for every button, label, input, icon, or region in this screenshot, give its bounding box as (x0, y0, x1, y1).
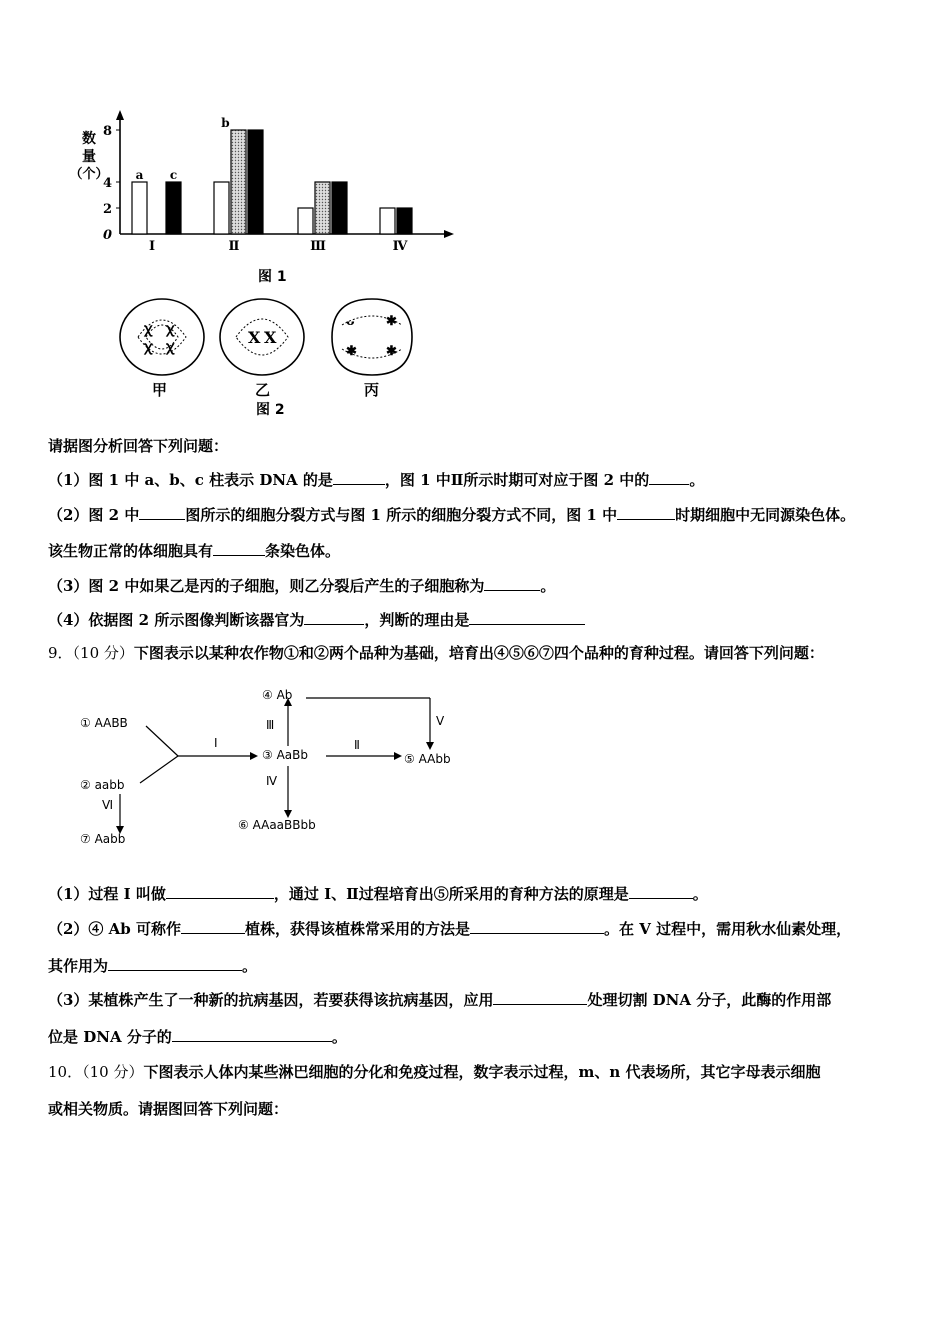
q9-number: 9．（10 分） (48, 644, 134, 662)
node-2: ② aabb (80, 778, 125, 792)
q9-p1-c: 。 (692, 885, 708, 903)
cell-bing (332, 299, 412, 375)
q9-breeding-diagram (70, 680, 490, 855)
bar-c-4 (397, 208, 412, 234)
cell-label-yi: 乙 (255, 381, 271, 399)
y-label-line-1: 数 (82, 131, 96, 147)
q8-p4-b: ，判断的理由是 (364, 611, 470, 629)
bar-c-2 (248, 130, 263, 234)
bar-b-2 (231, 130, 246, 234)
bar-c-3 (332, 182, 347, 234)
node-1: ① AABB (80, 716, 128, 730)
q10-stem-cont: 或相关物质。请据图回答下列问题： (48, 1100, 289, 1118)
step-IV: Ⅳ (266, 774, 278, 788)
svg-text:✱: ✱ (386, 314, 397, 329)
answer-blank[interactable] (139, 505, 185, 520)
answer-blank[interactable] (617, 505, 675, 520)
y-label-line-2: 量 (82, 149, 96, 165)
x-tick-label: Ⅲ (310, 239, 326, 254)
q9-stem-text: 下图表示以某种农作物①和②两个品种为基础，培育出④⑤⑥⑦四个品种的育种过程。请回答下列问题： (133, 644, 824, 662)
q8-p4-a: （4）依据图 2 所示图像判断该器官为 (48, 611, 305, 629)
q9-part-2-cont (48, 956, 257, 976)
q9-part-1 (48, 884, 708, 904)
answer-blank[interactable] (108, 956, 242, 971)
q9-p2-d: 其作用为 (48, 957, 109, 975)
node-5: ⑤ AAbb (404, 752, 451, 766)
svg-text:X: X (248, 328, 261, 347)
svg-text:ꭓ: ꭓ (166, 321, 174, 337)
q9-p2-a: （2）④ Ab 可称作 (48, 920, 182, 938)
q9-p3-d: 。 (331, 1028, 347, 1046)
q9-p2-e: 。 (242, 957, 258, 975)
node-6: ⑥ AAaaBBbb (238, 818, 316, 832)
answer-blank[interactable] (333, 470, 385, 485)
q8-p2-a: （2）图 2 中 (48, 506, 140, 524)
bar-letter-b: b (221, 116, 230, 130)
bar-a-1 (132, 182, 147, 234)
y-tick-label: 8 (102, 124, 112, 139)
q8-part-2 (48, 505, 855, 525)
q9-p1-b: ，通过 I、Ⅱ过程培育出⑤所采用的育种方法的原理是 (273, 885, 629, 903)
node-4: ④ Ab (262, 688, 293, 702)
svg-text:ꭓ: ꭓ (166, 339, 174, 355)
step-VI: Ⅵ (102, 798, 114, 812)
svg-text:ꭓ: ꭓ (144, 321, 152, 337)
q8-p2-c: 时期细胞中无同源染色体。 (675, 506, 856, 524)
figure-1-chart (60, 108, 460, 258)
node-3: ③ AaBb (262, 748, 308, 762)
bar-a-4 (380, 208, 395, 234)
y-axis-label (66, 130, 112, 184)
bar-a-2 (214, 182, 229, 234)
figure-2 (110, 295, 420, 420)
y-tick-label: 2 (102, 202, 112, 217)
q8-part-2-cont (48, 541, 340, 561)
answer-blank[interactable] (484, 576, 540, 591)
cell-label-bing: 丙 (364, 381, 380, 399)
bar-b-3 (315, 182, 330, 234)
answer-blank[interactable] (470, 919, 604, 934)
q10-stem-text: 下图表示人体内某些淋巴细胞的分化和免疫过程，数字表示过程，m、n 代表场所，其它字母表示细胞 (143, 1063, 821, 1081)
step-V: Ⅴ (436, 714, 445, 728)
q8-p3-a: （3）图 2 中如果乙是丙的子细胞，则乙分裂后产生的子细胞称为 (48, 577, 485, 595)
cell-label-jia: 甲 (152, 381, 168, 399)
q8-p3-b: 。 (540, 577, 556, 595)
q9-part-3 (48, 990, 831, 1010)
q8-p2-b: 图所示的细胞分裂方式与图 1 所示的细胞分裂方式不同，图 1 中 (185, 506, 618, 524)
y-axis-arrow (116, 110, 124, 120)
q8-p1-c: 。 (689, 471, 705, 489)
q8-p2-e: 条染色体。 (265, 542, 341, 560)
q8-part-4 (48, 610, 585, 630)
figure-2-caption: 图 2 (256, 402, 285, 418)
q8-part-1 (48, 470, 704, 490)
q9-p3-c: 位是 DNA 分子的 (48, 1028, 172, 1046)
figure-2-cells (110, 295, 420, 385)
step-II: Ⅱ (354, 738, 360, 752)
answer-blank[interactable] (172, 1027, 332, 1042)
figure-1-caption: 图 1 (258, 269, 287, 285)
cell-yi (220, 299, 304, 375)
q9-part-2 (48, 919, 851, 939)
y-label-line-3: （个） (69, 167, 109, 182)
y-tick-label: 4 (102, 176, 112, 191)
answer-blank[interactable] (649, 470, 689, 485)
figure-1 (60, 108, 460, 288)
bar-letter-c: c (169, 168, 178, 182)
step-I: Ⅰ (214, 736, 218, 750)
answer-blank[interactable] (181, 919, 245, 934)
q8-p2-d: 该生物正常的体细胞具有 (48, 542, 214, 560)
answer-blank[interactable] (304, 610, 364, 625)
q8-p1-a: （1）图 1 中 a、b、c 柱表示 DNA 的是 (48, 471, 333, 489)
q9-part-3-cont (48, 1027, 347, 1047)
q9-p1-a: （1）过程 I 叫做 (48, 885, 166, 903)
q9-p2-c: 。在 V 过程中，需用秋水仙素处理， (604, 920, 852, 938)
bar-a-3 (298, 208, 313, 234)
q9-stem (48, 643, 824, 663)
x-tick-label: Ⅱ (228, 239, 240, 254)
q10-stem (48, 1062, 820, 1082)
answer-blank[interactable] (469, 610, 585, 625)
q10-number: 10．（10 分） (48, 1063, 144, 1081)
svg-text:X: X (264, 328, 277, 347)
y-tick-label: 0 (102, 228, 112, 243)
cell-jia (120, 299, 204, 375)
svg-text:ꭓ: ꭓ (144, 339, 152, 355)
q9-p3-b: 处理切割 DNA 分子，此酶的作用部 (587, 991, 832, 1009)
node-7: ⑦ Aabb (80, 832, 126, 846)
intro-text: 请据图分析回答下列问题： (48, 437, 229, 455)
answer-blank[interactable] (629, 884, 693, 899)
answer-blank[interactable] (166, 884, 274, 899)
svg-text:✱: ✱ (386, 344, 397, 359)
svg-text:✱: ✱ (346, 344, 357, 359)
bar-c-1 (166, 182, 181, 234)
q9-p2-b: 植株，获得该植株常采用的方法是 (245, 920, 471, 938)
x-tick-label: Ⅳ (392, 239, 408, 254)
answer-blank[interactable] (213, 541, 265, 556)
bar-letter-a: a (135, 168, 144, 182)
answer-blank[interactable] (493, 990, 587, 1005)
q9-p3-a: （3）某植株产生了一种新的抗病基因，若要获得该抗病基因，应用 (48, 991, 494, 1009)
x-axis-arrow (444, 230, 454, 238)
svg-text:ᴗ: ᴗ (346, 314, 355, 329)
step-III: Ⅲ (266, 718, 275, 732)
q8-part-3 (48, 576, 555, 596)
q8-p1-b: ，图 1 中Ⅱ所示时期可对应于图 2 中的 (384, 471, 650, 489)
x-tick-label: Ⅰ (148, 239, 156, 254)
